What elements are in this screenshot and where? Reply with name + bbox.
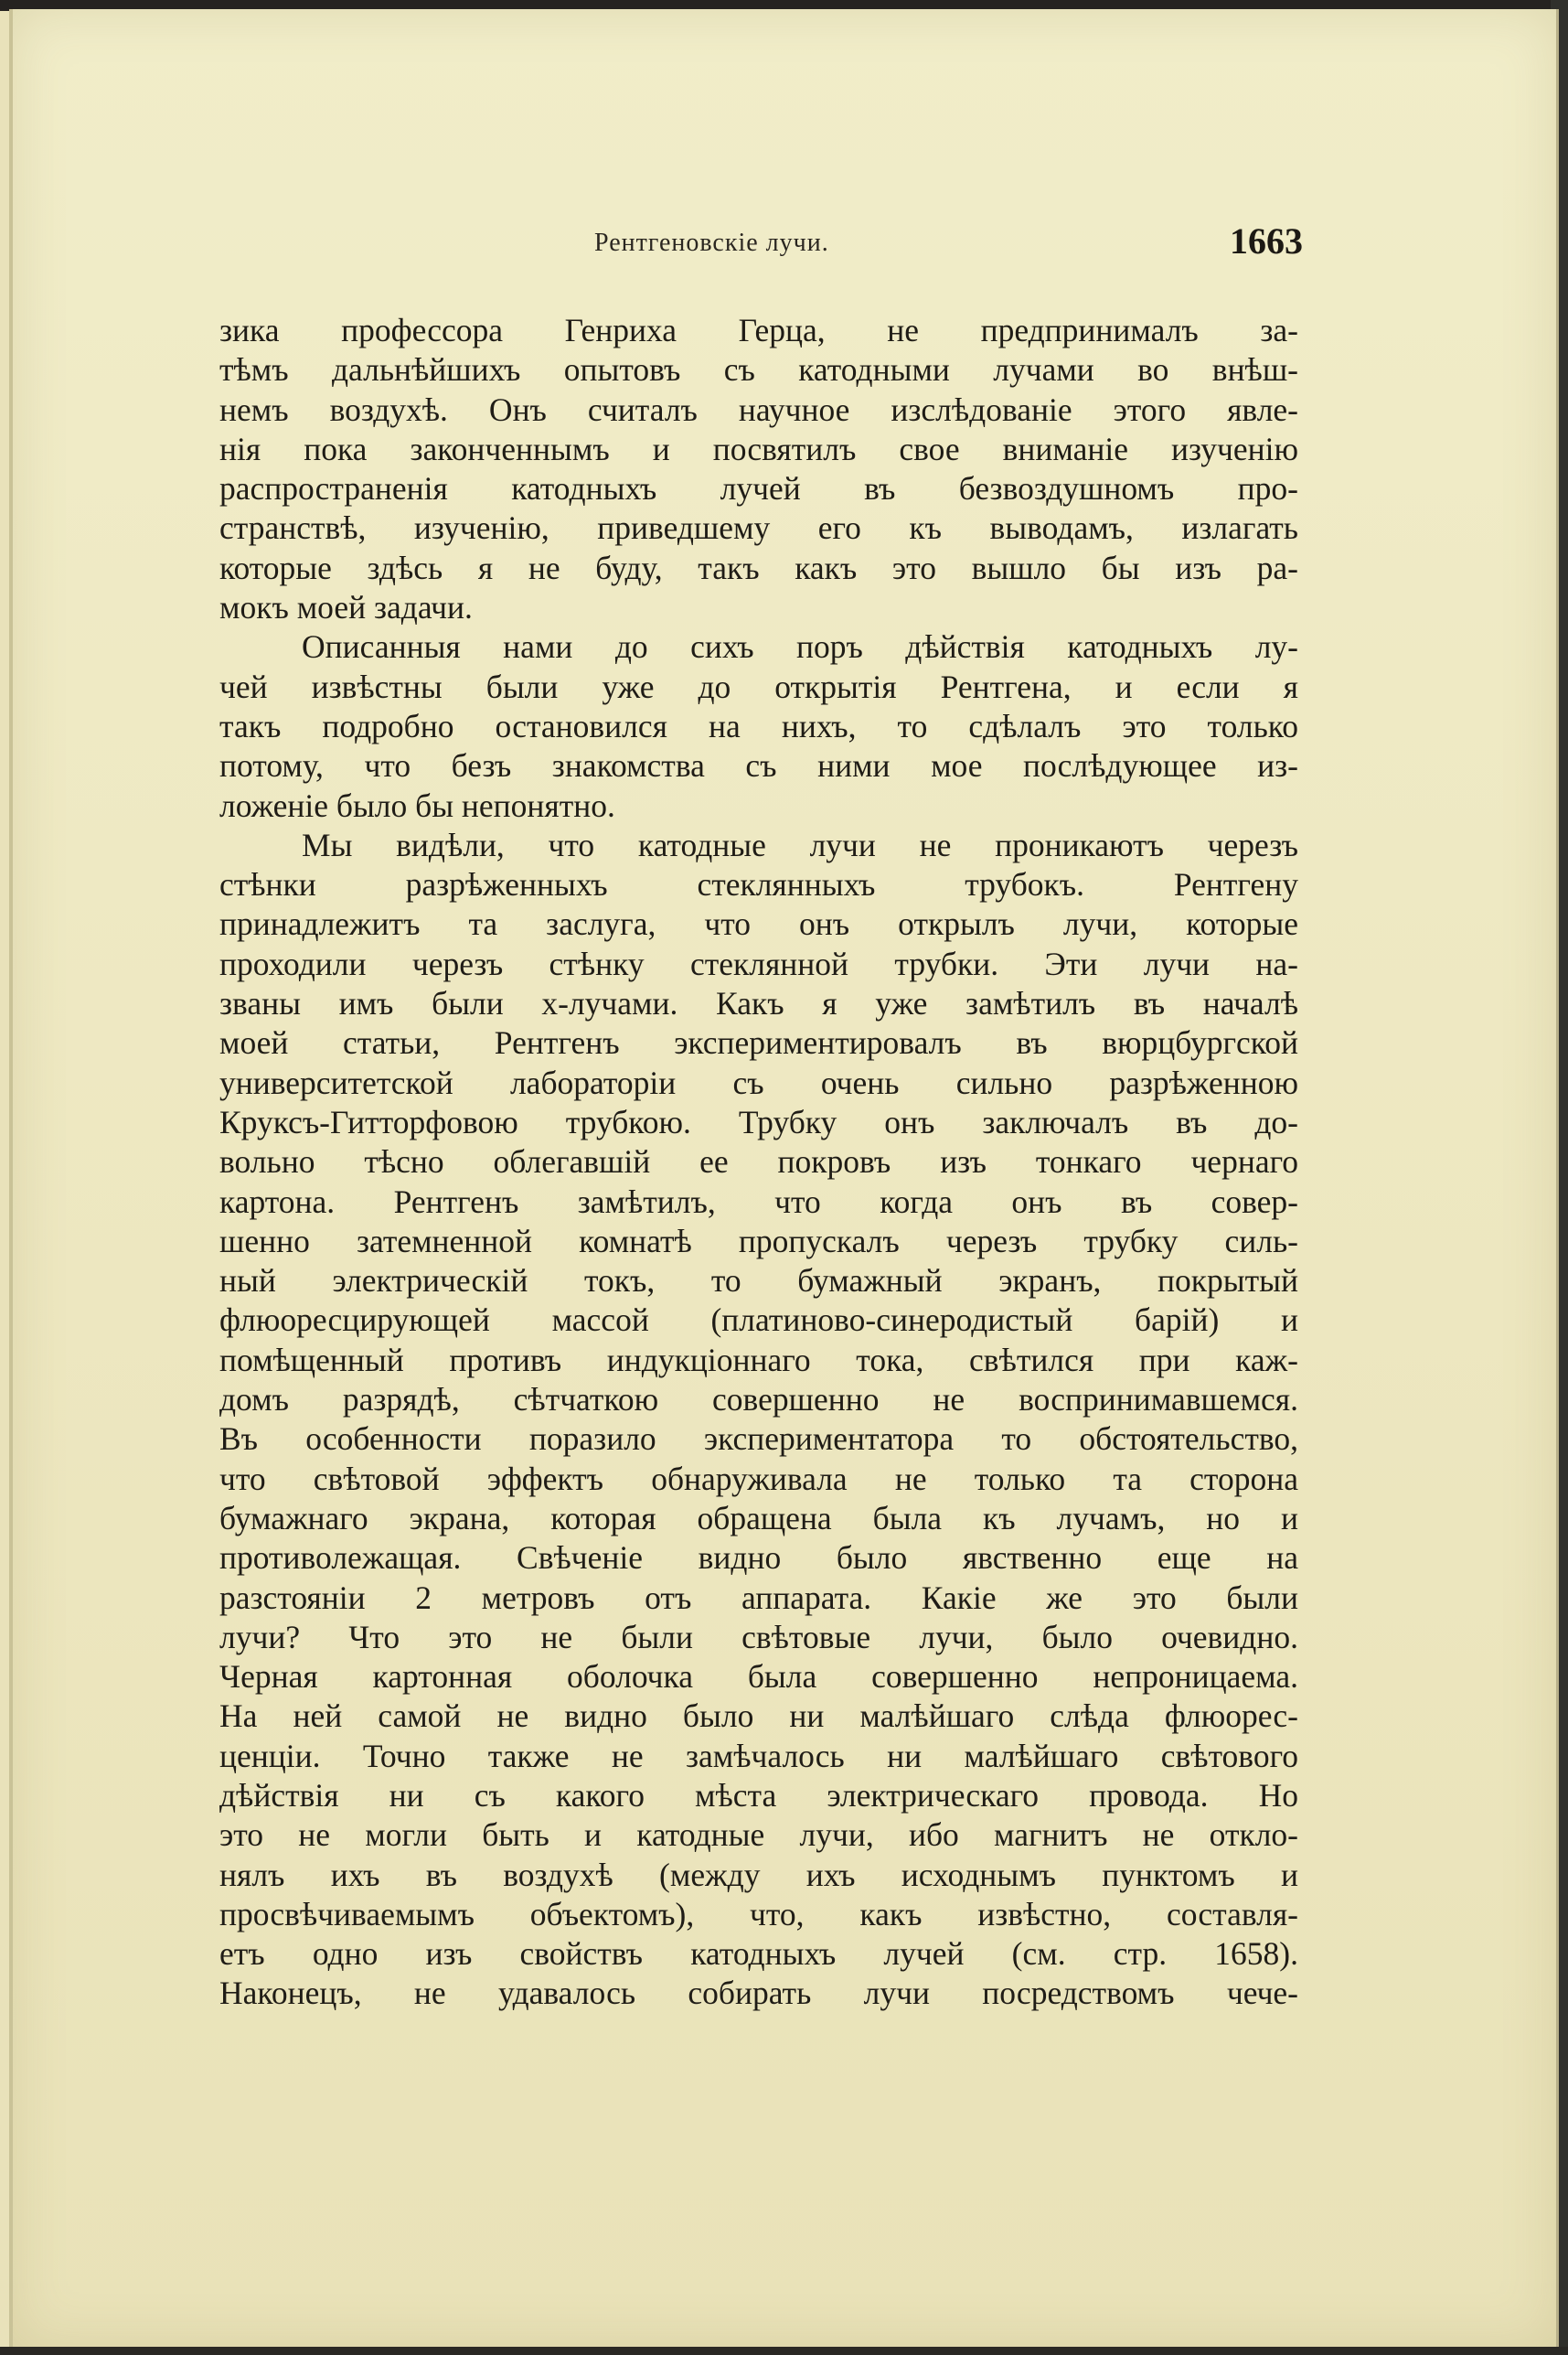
text-line: помѣщенный противъ индукціоннаго тока, свѣтился при каж- [219, 1341, 1298, 1378]
text-line: противолежащая. Свѣченіе видно было явственно еще на [219, 1539, 1298, 1577]
page-number: 1663 [1230, 220, 1303, 262]
text-line: вольно тѣсно облегавшій ее покровъ изъ тонкаго чернаго [219, 1143, 1298, 1181]
text-line: дѣйствія ни съ какого мѣста электрическаго провода. Но [219, 1776, 1298, 1814]
text-line: ложеніе было бы непонятно. [219, 787, 615, 824]
text-line: На ней самой не видно было ни малѣйшаго слѣда флюорес- [219, 1697, 1298, 1735]
text-line: разстояніи 2 метровъ отъ аппарата. Какіе же это были [219, 1579, 1298, 1616]
text-line: зика профессора Генриха Герца, не предпринималъ за- [219, 312, 1298, 348]
text-line: бумажнаго экрана, которая обращена была къ лучамъ, но и [219, 1499, 1298, 1536]
text-line: ный электрическій токъ, то бумажный экранъ, покрытый [219, 1262, 1298, 1300]
text-line: университетской лабораторіи съ очень сильно разрѣженною [219, 1064, 1298, 1101]
text-line: проходили черезъ стѣнку стеклянной трубки. Эти лучи на- [219, 945, 1298, 982]
text-line: мокъ моей задачи. [219, 589, 473, 626]
text-line: которые здѣсь я не буду, такъ какъ это вышло бы изъ ра- [219, 549, 1298, 586]
text-line: принадлежитъ та заслуга, что онъ открылъ лучи, которые [219, 905, 1298, 943]
text-line: Круксъ-Гитторфовою трубкою. Трубку онъ заключалъ въ до- [219, 1103, 1298, 1140]
text-line: это не могли быть и катодные лучи, ибо магнитъ не откло- [219, 1816, 1298, 1854]
text-line: Въ особенности поразило экспериментатора то обстоятельство, [219, 1420, 1298, 1458]
text-line: шенно затемненной комнатѣ пропускалъ черезъ трубку силь- [219, 1222, 1298, 1259]
text-line: что свѣтовой эффектъ обнаруживала не только та сторона [219, 1460, 1298, 1497]
text-line: такъ подробно остановился на нихъ, то сдѣлалъ это только [219, 707, 1298, 744]
body-text [219, 311, 1298, 2014]
text-line: тѣмъ дальнѣйшихъ опытовъ съ катодными лучами во внѣш- [219, 351, 1298, 389]
text-line: домъ разрядѣ, сѣтчаткою совершенно не воспринимавшемся. [219, 1381, 1298, 1418]
text-line: распространенія катодныхъ лучей въ безвоздушномъ про- [219, 470, 1298, 508]
text-line: флюоресцирующей массой (платиново-синеродистый барій) и [219, 1301, 1298, 1339]
text-line: чей извѣстны были уже до открытія Рентгена, и если я [219, 668, 1298, 705]
text-line: стѣнки разрѣженныхъ стеклянныхъ трубокъ. Рентгену [219, 866, 1298, 904]
text-line: Черная картонная оболочка была совершенно непроницаема. [219, 1658, 1298, 1696]
text-line: Описанныя нами до сихъ поръ дѣйствія катодныхъ лу- [302, 628, 1298, 666]
text-line: странствѣ, изученію, приведшему его къ выводамъ, излагать [219, 509, 1298, 547]
text-line: нялъ ихъ въ воздухѣ (между ихъ исходнымъ пунктомъ и [219, 1856, 1298, 1893]
text-line: Наконецъ, не удавалось собирать лучи посредствомъ чече- [219, 1975, 1298, 2012]
text-line: немъ воздухѣ. Онъ считалъ научное изслѣдованіе этого явле- [219, 391, 1298, 428]
running-title: Рентгеновскіе лучи. [594, 229, 829, 257]
text-line: картона. Рентгенъ замѣтилъ, что когда онъ въ совер- [219, 1183, 1298, 1220]
text-line: етъ одно изъ свойствъ катодныхъ лучей (см. стр. 1658). [219, 1935, 1298, 1973]
text-line: Мы видѣли, что катодные лучи не проникаютъ черезъ [302, 826, 1298, 863]
text-line: потому, что безъ знакомства съ ними мое послѣдующее из- [219, 747, 1298, 785]
text-line: нія пока законченнымъ и посвятилъ свое вниманіе изученію [219, 430, 1298, 467]
text-line: моей статьи, Рентгенъ экспериментировалъ въ вюрцбургской [219, 1024, 1298, 1062]
text-line: ценціи. Точно также не замѣчалось ни малѣйшаго свѣтового [219, 1737, 1298, 1774]
text-line: званы имъ были x-лучами. Какъ я уже замѣтилъ въ началѣ [219, 985, 1298, 1022]
text-line: просвѣчиваемымъ объектомъ), что, какъ извѣстно, составля- [219, 1895, 1298, 1932]
scan-bottom-edge [0, 2347, 1568, 2355]
text-line: лучи? Что это не были свѣтовые лучи, было очевидно. [219, 1618, 1298, 1655]
